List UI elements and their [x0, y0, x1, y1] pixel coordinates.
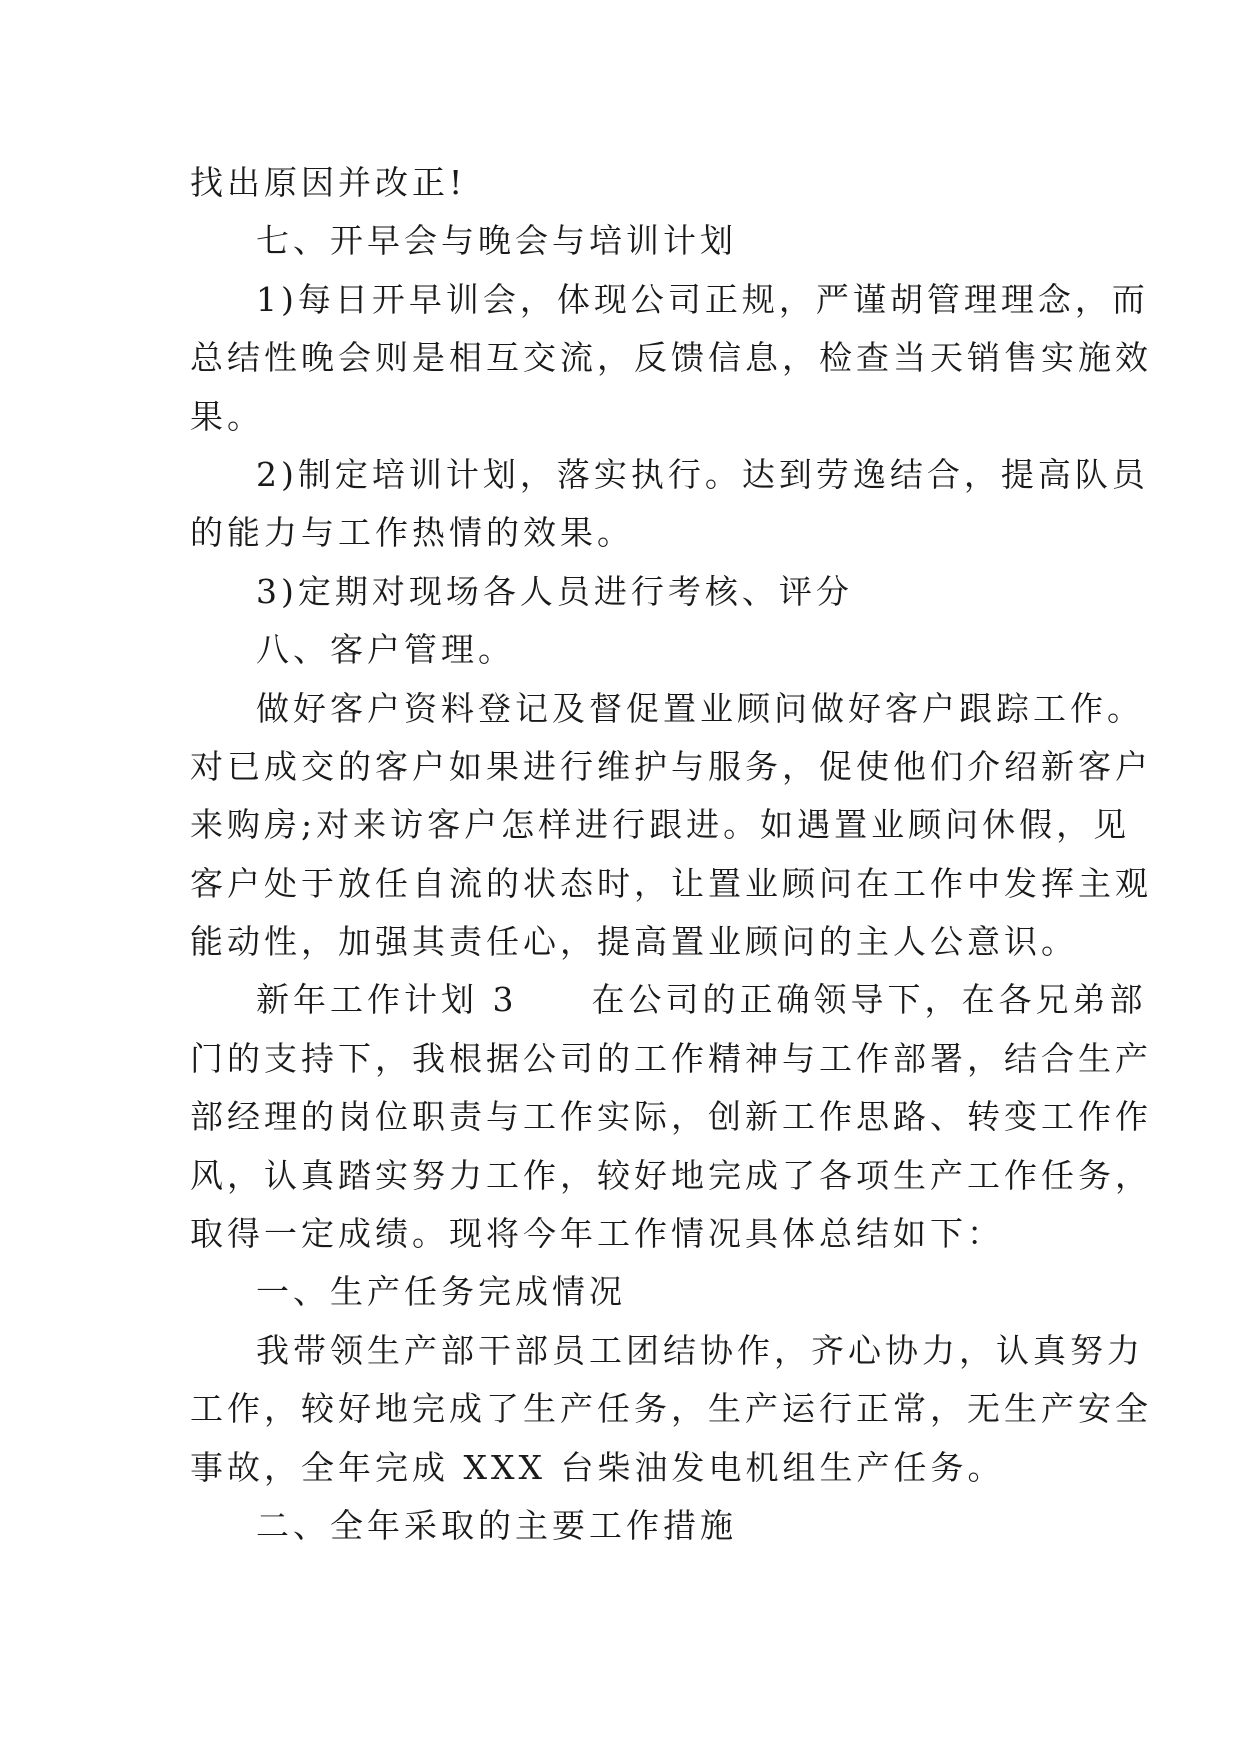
text-line: 来购房;对来访客户怎样进行跟进。如遇置业顾问休假，见 [190, 805, 1131, 845]
text-line: 客户处于放任自流的状态时，让置业顾问在工作中发挥主观 [190, 863, 1152, 903]
text-line: 风，认真踏实努力工作，较好地完成了各项生产工作任务， [190, 1155, 1152, 1195]
document-body [190, 154, 1152, 1555]
text-line: 部经理的岗位职责与工作实际，创新工作思路、转变工作作 [190, 1097, 1152, 1137]
text-line: 门的支持下，我根据公司的工作精神与工作部署，结合生产 [190, 1038, 1152, 1078]
section-heading: 一、生产任务完成情况 [256, 1272, 626, 1312]
section-heading: 二、全年采取的主要工作措施 [256, 1505, 737, 1545]
text-line: 的能力与工作热情的效果。 [190, 513, 634, 553]
text-line: 对已成交的客户如果进行维护与服务，促使他们介绍新客户 [190, 746, 1152, 786]
text-line: 能动性，加强其责任心，提高置业顾问的主人公意识。 [190, 922, 1078, 962]
text-line: 3)定期对现场各人员进行考核、评分 [256, 571, 853, 611]
section-heading: 七、开早会与晚会与培训计划 [256, 221, 737, 261]
text-line: 我带领生产部干部员工团结协作，齐心协力，认真努力 [256, 1330, 1144, 1370]
text-line: 事故，全年完成 XXX 台柴油发电机组生产任务。 [190, 1447, 1005, 1487]
text-line: 工作，较好地完成了生产任务，生产运行正常，无生产安全 [190, 1389, 1152, 1429]
text-line: 果。 [190, 396, 264, 436]
text-line: 新年工作计划 3 在公司的正确领导下，在各兄弟部 [256, 980, 1147, 1020]
text-line: 取得一定成绩。现将今年工作情况具体总结如下： [190, 1214, 1004, 1254]
text-line: 总结性晚会则是相互交流，反馈信息，检查当天销售实施效 [190, 338, 1152, 378]
text-line: 找出原因并改正! [190, 163, 467, 202]
text-line: 2)制定培训计划，落实执行。达到劳逸结合，提高队员 [256, 454, 1149, 494]
section-heading: 八、客户管理。 [256, 630, 515, 670]
text-line: 做好客户资料登记及督促置业顾问做好客户跟踪工作。 [256, 688, 1144, 728]
text-line: 1)每日开早训会，体现公司正规，严谨胡管理理念，而 [256, 279, 1149, 319]
